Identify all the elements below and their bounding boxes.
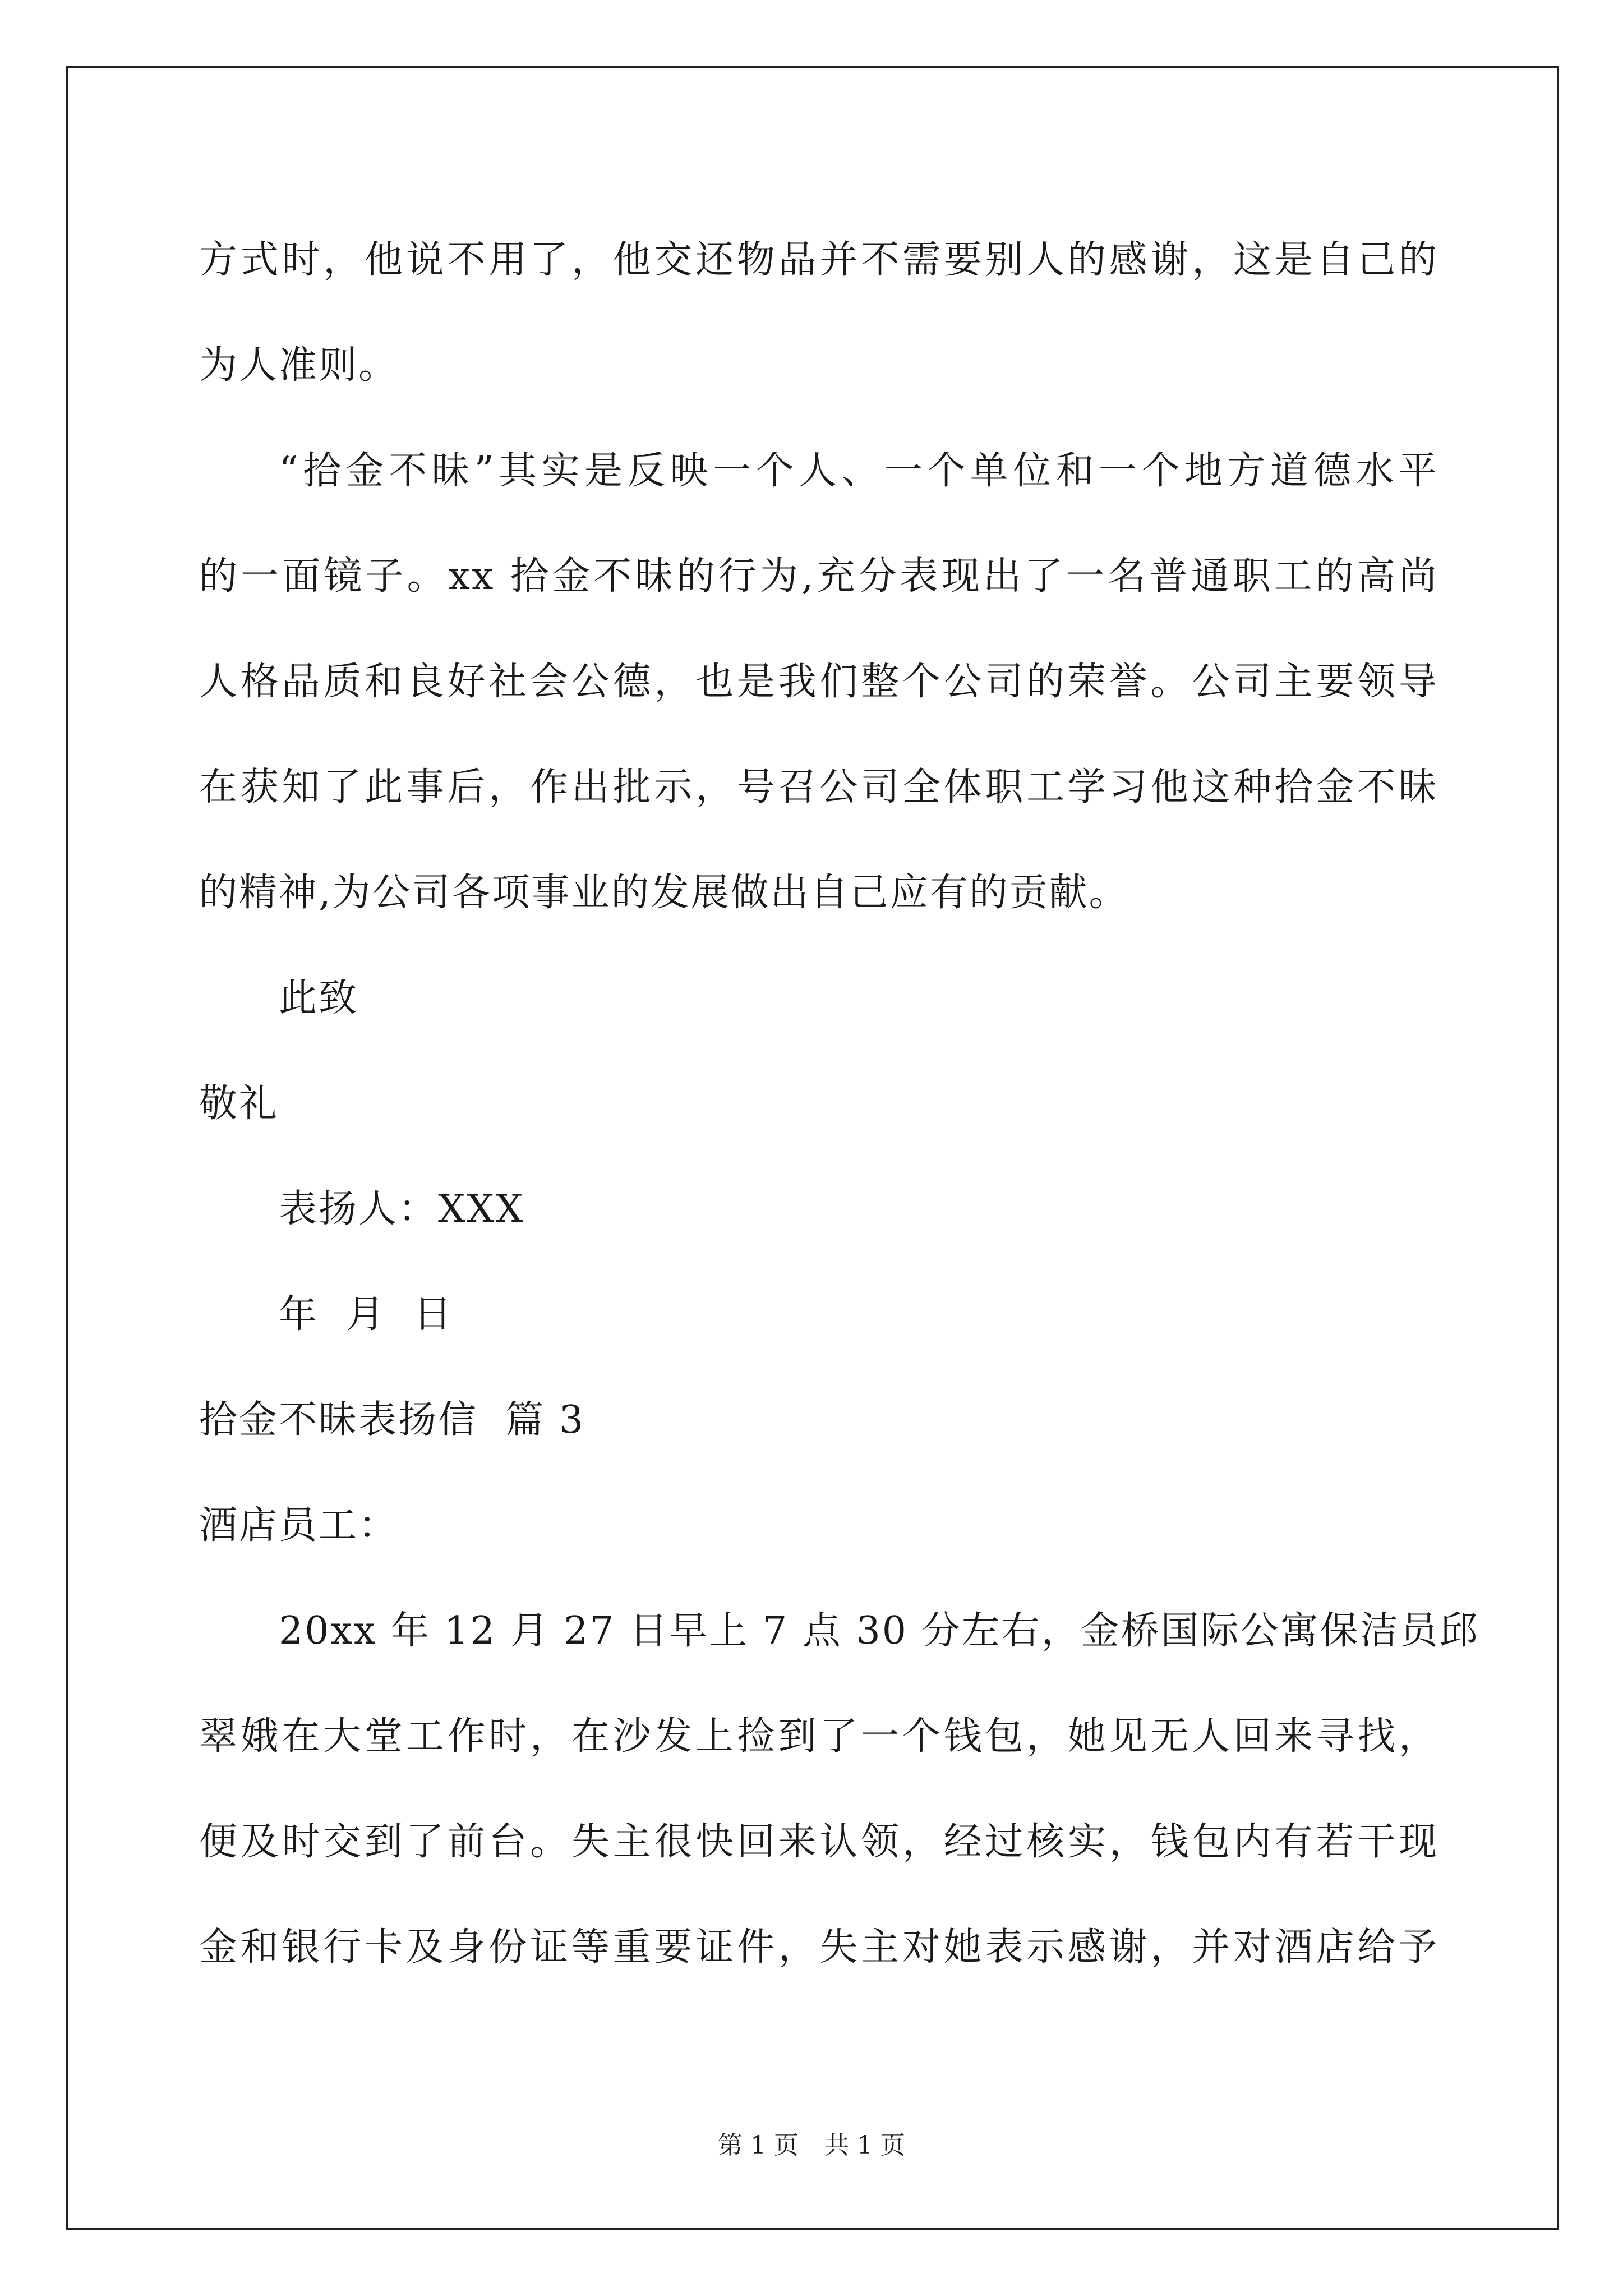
paragraph-line: 在获知了此事后，作出批示，号召公司全体职工学习他这种拾金不昧 bbox=[199, 765, 1438, 809]
date-line: 年 月 日 bbox=[279, 1292, 454, 1337]
paragraph-line: 便及时交到了前台。失主很快回来认领，经过核实，钱包内有若干现 bbox=[199, 1820, 1438, 1864]
salutation-closing: 此致 bbox=[279, 976, 359, 1020]
paragraph-line: 的精神,为公司各项事业的发展做出自己应有的贡献。 bbox=[199, 871, 1129, 915]
paragraph-line: 人格品质和良好社会公德，也是我们整个公司的荣誉。公司主要领导 bbox=[199, 660, 1438, 704]
page-footer bbox=[0, 2129, 1623, 2162]
paragraph-line: 为人准则。 bbox=[199, 343, 399, 388]
section-heading: 拾金不昧表扬信 篇 3 bbox=[199, 1398, 585, 1442]
paragraph-line: 方式时，他说不用了，他交还物品并不需要别人的感谢，这是自己的 bbox=[199, 238, 1438, 282]
letter-recipient: 酒店员工： bbox=[199, 1503, 399, 1548]
paragraph-line: 20xx 年 12 月 27 日早上 7 点 30 分左右，金桥国际公寓保洁员邱 bbox=[279, 1609, 1479, 1653]
total-page-count: 共 1 页 bbox=[824, 2131, 905, 2160]
paragraph-line: 金和银行卡及身份证等重要证件，失主对她表示感谢，并对酒店给予 bbox=[199, 1925, 1438, 1970]
paragraph-line: 的一面镜子。xx 拾金不昧的行为,充分表现出了一名普通职工的高尚 bbox=[199, 554, 1438, 599]
signature-line: 表扬人：XXX bbox=[279, 1187, 525, 1231]
document-body bbox=[199, 208, 1479, 2000]
paragraph-line: “拾金不昧”其实是反映一个人、一个单位和一个地方道德水平 bbox=[279, 449, 1438, 493]
current-page-number: 第 1 页 bbox=[718, 2131, 799, 2160]
salutation-regards: 敬礼 bbox=[199, 1082, 279, 1126]
paragraph-line: 翠娥在大堂工作时，在沙发上捡到了一个钱包，她见无人回来寻找， bbox=[199, 1714, 1438, 1759]
